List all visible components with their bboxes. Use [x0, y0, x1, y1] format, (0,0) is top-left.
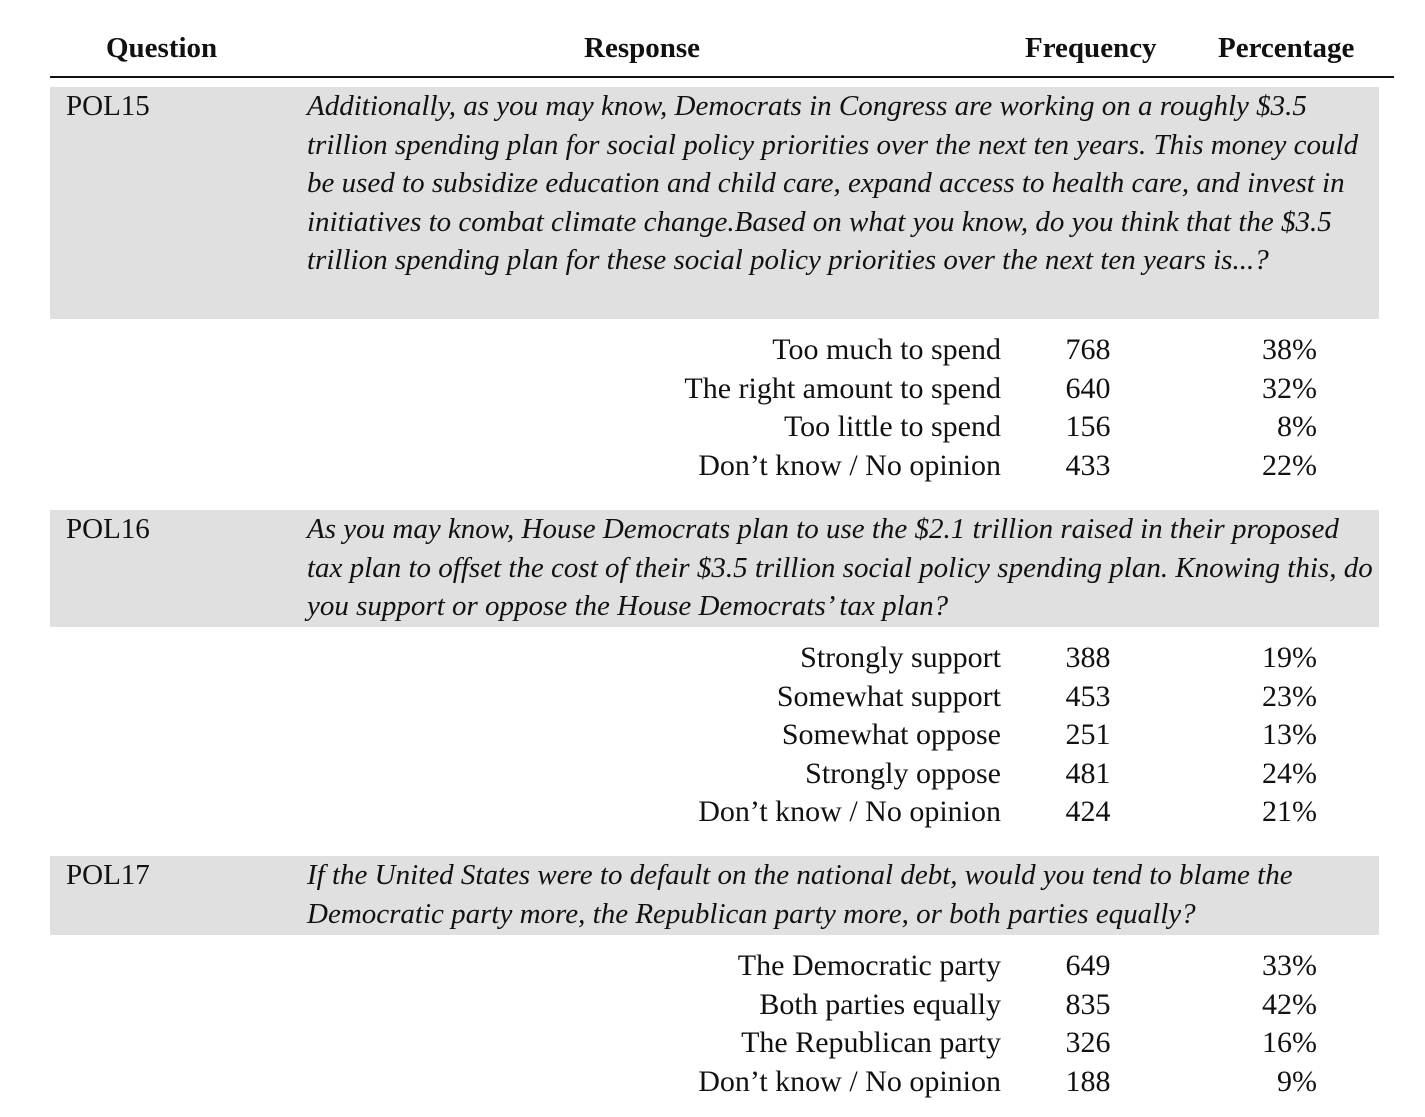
question-row-pol15 [50, 87, 1379, 319]
response-label: The Democratic party [737, 949, 1001, 982]
response-frequency: 453 [1065, 679, 1111, 713]
response-row [50, 1063, 1379, 1102]
question-id: POL16 [66, 513, 150, 545]
header-frequency: Frequency [1025, 32, 1157, 64]
response-percentage: 38% [1262, 333, 1317, 366]
response-percentage: 13% [1262, 718, 1317, 752]
response-percentage: 22% [1262, 448, 1317, 482]
response-row [50, 1024, 1379, 1063]
response-row [50, 793, 1379, 832]
response-row [50, 947, 1379, 986]
response-percentage: 19% [1262, 641, 1317, 674]
question-row-pol17 [50, 856, 1379, 935]
response-row [50, 447, 1379, 486]
response-label: Too little to spend [783, 410, 1001, 444]
survey-table [50, 0, 1394, 1098]
response-label: Don’t know / No opinion [698, 1064, 1001, 1098]
response-label: Both parties equally [759, 987, 1001, 1021]
response-label: Don’t know / No opinion [698, 795, 1001, 829]
response-row [50, 755, 1379, 794]
response-frequency: 424 [1065, 795, 1111, 829]
response-frequency: 481 [1065, 756, 1111, 790]
question-text: As you may know, House Democrats plan to use the $2.1 trillion raised in their proposed tax plan to offset the cost of their $3.5 trillion social policy spending plan. Knowing this, do you support or oppose the House Democrats’ tax plan? [307, 513, 1373, 622]
response-percentage: 21% [1262, 795, 1317, 829]
response-label: Strongly support [800, 641, 1001, 674]
response-row [50, 639, 1379, 678]
question-text: If the United States were to default on the national debt, would you tend to blame the Democratic party more, the Republican party more, or both parties equally? [307, 859, 1293, 930]
response-label: The Republican party [741, 1026, 1001, 1060]
table-header [50, 0, 1394, 78]
response-row [50, 716, 1379, 755]
response-list-pol17 [50, 947, 1379, 1101]
response-frequency: 835 [1065, 987, 1111, 1021]
response-percentage: 9% [1277, 1064, 1317, 1098]
header-response: Response [584, 32, 701, 64]
response-percentage: 23% [1262, 679, 1317, 713]
response-frequency: 649 [1065, 949, 1111, 982]
question-row-pol16 [50, 510, 1379, 627]
response-label: Somewhat oppose [781, 718, 1001, 752]
response-row [50, 370, 1379, 409]
response-list-pol15 [50, 331, 1379, 485]
response-percentage: 42% [1262, 987, 1317, 1021]
question-text: Additionally, as you may know, Democrats in Congress are working on a roughly $3.5 trillion spending plan for social policy priorities over the next ten years. This money could be used to subsidize education and child care, expand access to health care, and invest in initiatives to combat climate change.Based on what you know, do you think that the $3.5 trillion spending plan for these social policy priorities over the next ten years is...? [307, 90, 1359, 276]
response-label: The right amount to spend [684, 371, 1001, 405]
response-percentage: 8% [1277, 410, 1317, 444]
response-label: Somewhat support [776, 679, 1001, 713]
header-percentage: Percentage [1218, 32, 1355, 64]
question-id: POL17 [66, 859, 150, 891]
question-id: POL15 [66, 90, 150, 122]
response-frequency: 768 [1065, 333, 1111, 366]
header-question: Question [106, 32, 218, 64]
response-row [50, 678, 1379, 717]
response-percentage: 24% [1262, 756, 1317, 790]
response-percentage: 32% [1262, 371, 1317, 405]
response-label: Strongly oppose [805, 756, 1001, 790]
response-frequency: 188 [1065, 1064, 1111, 1098]
response-frequency: 251 [1065, 718, 1111, 752]
response-frequency: 388 [1065, 641, 1111, 674]
response-percentage: 16% [1262, 1026, 1317, 1060]
response-label: Too much to spend [772, 333, 1001, 366]
response-frequency: 326 [1065, 1026, 1111, 1060]
response-frequency: 433 [1065, 448, 1111, 482]
response-label: Don’t know / No opinion [698, 448, 1001, 482]
response-row [50, 331, 1379, 370]
response-percentage: 33% [1262, 949, 1317, 982]
response-row [50, 986, 1379, 1025]
response-frequency: 640 [1065, 371, 1111, 405]
response-row [50, 408, 1379, 447]
response-list-pol16 [50, 639, 1379, 832]
response-frequency: 156 [1065, 410, 1111, 444]
